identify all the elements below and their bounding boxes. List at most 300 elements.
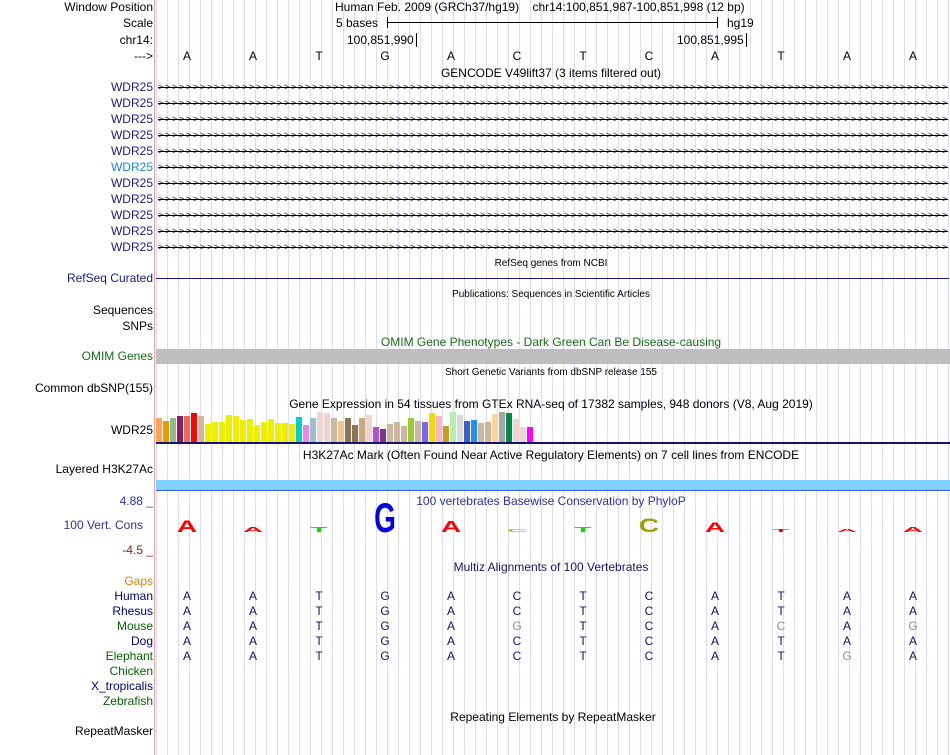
gtex-tissue-bar[interactable]: [527, 427, 533, 442]
strand-arrow-icon: >: [158, 162, 164, 172]
strand-arrow-icon: >: [389, 242, 395, 252]
gtex-tissue-bar[interactable]: [513, 419, 519, 442]
strand-arrow-icon: >: [179, 130, 185, 140]
strand-arrow-icon: >: [263, 178, 269, 188]
strand-arrow-icon: >: [620, 226, 626, 236]
gencode-item-label[interactable]: WDR25: [110, 80, 153, 94]
strand-arrow-icon: >: [802, 210, 808, 220]
scale-db: hg19: [727, 16, 754, 30]
aligned-base: A: [248, 589, 257, 603]
strand-arrow-icon: >: [907, 82, 913, 92]
gtex-tissue-bar[interactable]: [443, 426, 449, 442]
strand-arrow-icon: >: [865, 146, 871, 156]
strand-arrow-icon: >: [893, 194, 899, 204]
gencode-transcript-line[interactable]: [158, 130, 948, 140]
aligned-base: T: [579, 619, 587, 633]
gtex-tissue-bar[interactable]: [268, 419, 274, 442]
strand-arrow-icon: >: [788, 98, 794, 108]
gtex-tissue-bar[interactable]: [331, 418, 337, 442]
strand-arrow-icon: >: [375, 82, 381, 92]
strand-arrow-icon: >: [795, 130, 801, 140]
strand-arrow-icon: >: [382, 178, 388, 188]
gtex-tissue-bar[interactable]: [436, 416, 442, 442]
phylop-title[interactable]: 100 vertebrates Basewise Conservation by PhyloP: [416, 494, 686, 508]
strand-arrow-icon: >: [942, 146, 948, 156]
sequences-label[interactable]: Sequences: [92, 303, 153, 317]
strand-arrow-icon: >: [683, 242, 689, 252]
gtex-tissue-bar[interactable]: [205, 424, 211, 442]
strand-arrow-icon: >: [620, 146, 626, 156]
strand-arrow-icon: >: [326, 146, 332, 156]
strand-arrow-icon: >: [228, 146, 234, 156]
strand-arrow-icon: >: [333, 242, 339, 252]
strand-arrow-icon: >: [823, 210, 829, 220]
gtex-tissue-bar[interactable]: [471, 420, 477, 442]
strand-arrow-icon: >: [550, 178, 556, 188]
refseq-label[interactable]: RefSeq Curated: [66, 271, 153, 285]
gtex-tissue-bar[interactable]: [275, 423, 281, 442]
strand-arrow-icon: >: [403, 162, 409, 172]
aligned-base: C: [776, 619, 786, 633]
strand-arrow-icon: >: [690, 210, 696, 220]
strand-arrow-icon: >: [865, 178, 871, 188]
strand-arrow-icon: >: [543, 114, 549, 124]
strand-arrow-icon: >: [270, 210, 276, 220]
reference-base: C: [512, 49, 522, 63]
gencode-transcript-line[interactable]: [158, 194, 948, 204]
gtex-label[interactable]: WDR25: [110, 423, 153, 437]
strand-arrow-icon: >: [613, 210, 619, 220]
strand-arrow-icon: >: [578, 162, 584, 172]
gtex-tissue-bar[interactable]: [289, 424, 295, 442]
strand-arrow-icon: >: [914, 114, 920, 124]
strand-arrow-icon: >: [207, 130, 213, 140]
strand-arrow-icon: >: [823, 130, 829, 140]
strand-arrow-icon: >: [711, 242, 717, 252]
strand-arrow-icon: >: [872, 162, 878, 172]
gtex-tissue-bar[interactable]: [485, 422, 491, 442]
strand-arrow-icon: >: [214, 194, 220, 204]
species-label[interactable]: Mouse: [116, 619, 153, 633]
strand-arrow-icon: >: [417, 130, 423, 140]
gencode-item-label[interactable]: WDR25: [110, 160, 153, 174]
gtex-tissue-bar[interactable]: [415, 421, 421, 442]
strand-arrow-icon: >: [865, 130, 871, 140]
strand-arrow-icon: >: [193, 242, 199, 252]
strand-arrow-icon: >: [298, 242, 304, 252]
strand-arrow-icon: >: [585, 242, 591, 252]
strand-arrow-icon: >: [396, 178, 402, 188]
strand-arrow-icon: >: [725, 210, 731, 220]
strand-arrow-icon: >: [242, 146, 248, 156]
strand-arrow-icon: >: [333, 178, 339, 188]
strand-arrow-icon: >: [347, 194, 353, 204]
strand-arrow-icon: >: [557, 146, 563, 156]
gencode-transcript-line[interactable]: [158, 162, 948, 172]
strand-arrow-icon: >: [872, 242, 878, 252]
strand-arrow-icon: >: [158, 194, 164, 204]
gtex-tissue-bar[interactable]: [422, 422, 428, 442]
strand-arrow-icon: >: [361, 178, 367, 188]
strand-arrow-icon: >: [291, 98, 297, 108]
gtex-tissue-bar[interactable]: [324, 413, 330, 442]
strand-arrow-icon: >: [480, 226, 486, 236]
strand-arrow-icon: >: [641, 130, 647, 140]
strand-arrow-icon: >: [214, 146, 220, 156]
gtex-tissue-bar[interactable]: [191, 413, 197, 442]
strand-arrow-icon: >: [312, 226, 318, 236]
strand-arrow-icon: >: [613, 242, 619, 252]
strand-arrow-icon: >: [298, 114, 304, 124]
gtex-tissue-bar[interactable]: [338, 421, 344, 442]
gtex-tissue-bar[interactable]: [212, 422, 218, 442]
strand-arrow-icon: >: [858, 178, 864, 188]
strand-arrow-icon: >: [886, 130, 892, 140]
strand-arrow-icon: >: [235, 226, 241, 236]
strand-arrow-icon: >: [753, 194, 759, 204]
refseq-title[interactable]: RefSeq genes from NCBI: [494, 258, 608, 269]
scale-label: Scale: [122, 16, 153, 30]
strand-arrow-icon: >: [683, 114, 689, 124]
strand-arrow-icon: >: [221, 162, 227, 172]
gtex-tissue-bar[interactable]: [457, 415, 463, 442]
gtex-tissue-bar[interactable]: [520, 427, 526, 442]
gtex-tissue-bar[interactable]: [184, 416, 190, 442]
strand-arrow-icon: >: [648, 82, 654, 92]
gtex-tissue-bar[interactable]: [373, 427, 379, 442]
gtex-tissue-bar[interactable]: [478, 423, 484, 442]
strand-arrow-icon: >: [921, 146, 927, 156]
h3k27ac-label[interactable]: Layered H3K27Ac: [55, 462, 153, 476]
conservation-letter: A: [440, 518, 462, 536]
gtex-tissue-bar[interactable]: [156, 418, 162, 442]
strand-arrow-icon: >: [879, 130, 885, 140]
strand-arrow-icon: >: [291, 210, 297, 220]
gencode-item-label[interactable]: WDR25: [110, 112, 153, 126]
strand-arrow-icon: >: [753, 82, 759, 92]
strand-arrow-icon: >: [606, 242, 612, 252]
strand-arrow-icon: >: [200, 82, 206, 92]
position-range[interactable]: chr14:100,851,987-100,851,998 (12 bp): [532, 0, 745, 14]
gtex-tissue-bar[interactable]: [310, 418, 316, 442]
strand-arrow-icon: >: [879, 114, 885, 124]
gtex-tissue-bar[interactable]: [345, 418, 351, 442]
strand-arrow-icon: >: [942, 82, 948, 92]
gtex-tissue-bar[interactable]: [177, 416, 183, 442]
strand-arrow-icon: >: [816, 210, 822, 220]
strand-arrow-icon: >: [543, 194, 549, 204]
strand-arrow-icon: >: [823, 82, 829, 92]
gencode-item-label[interactable]: WDR25: [110, 96, 153, 110]
aligned-base: A: [248, 634, 257, 648]
strand-arrow-icon: >: [221, 210, 227, 220]
strand-arrow-icon: >: [158, 226, 164, 236]
aligned-base: A: [182, 604, 191, 618]
strand-arrow-icon: >: [438, 114, 444, 124]
strand-arrow-icon: >: [886, 226, 892, 236]
strand-arrow-icon: >: [641, 226, 647, 236]
strand-arrow-icon: >: [858, 162, 864, 172]
strand-arrow-icon: >: [606, 210, 612, 220]
strand-arrow-icon: >: [809, 98, 815, 108]
gtex-tissue-bar[interactable]: [464, 421, 470, 442]
gtex-tissue-bar[interactable]: [303, 425, 309, 442]
gtex-tissue-bar[interactable]: [261, 422, 267, 442]
strand-arrow-icon: >: [305, 82, 311, 92]
gencode-transcript-line[interactable]: [158, 178, 948, 188]
gtex-tissue-bar[interactable]: [226, 415, 232, 442]
strand-arrow-icon: >: [424, 146, 430, 156]
gencode-transcript-line[interactable]: [158, 210, 948, 220]
strand-arrow-icon: >: [704, 194, 710, 204]
strand-arrow-icon: >: [753, 98, 759, 108]
strand-arrow-icon: >: [270, 162, 276, 172]
strand-arrow-icon: >: [382, 194, 388, 204]
strand-arrow-icon: >: [641, 178, 647, 188]
gtex-tissue-bar[interactable]: [394, 422, 400, 442]
strand-arrow-icon: >: [361, 242, 367, 252]
gtex-tissue-bar[interactable]: [198, 416, 204, 442]
strand-arrow-icon: >: [690, 146, 696, 156]
aligned-base: G: [512, 619, 522, 633]
strand-arrow-icon: >: [564, 98, 570, 108]
omim-title[interactable]: OMIM Gene Phenotypes - Dark Green Can Be Disease-causing: [380, 335, 722, 349]
publications-title[interactable]: Publications: Sequences in Scientific Articles: [452, 289, 650, 300]
strand-arrow-icon: >: [858, 210, 864, 220]
strand-arrow-icon: >: [431, 194, 437, 204]
species-label[interactable]: Human: [114, 589, 153, 603]
strand-arrow-icon: >: [431, 210, 437, 220]
gtex-tissue-bar[interactable]: [170, 418, 176, 442]
strand-arrow-icon: >: [389, 130, 395, 140]
gtex-tissue-bar[interactable]: [366, 415, 372, 442]
strand-arrow-icon: >: [270, 98, 276, 108]
conservation-letter: A: [836, 528, 858, 534]
strand-arrow-icon: >: [830, 162, 836, 172]
gtex-tissue-bar[interactable]: [233, 416, 239, 442]
gencode-transcript-line[interactable]: [158, 242, 948, 252]
species-label[interactable]: Elephant: [105, 649, 153, 663]
gencode-item-label[interactable]: WDR25: [110, 192, 153, 206]
strand-arrow-icon: >: [396, 162, 402, 172]
gencode-item-label[interactable]: WDR25: [110, 128, 153, 142]
strand-arrow-icon: >: [753, 114, 759, 124]
strand-arrow-icon: >: [592, 146, 598, 156]
strand-arrow-icon: >: [858, 130, 864, 140]
gtex-tissue-bar[interactable]: [401, 426, 407, 442]
gtex-tissue-bar[interactable]: [359, 418, 365, 442]
strand-arrow-icon: >: [466, 210, 472, 220]
strand-arrow-icon: >: [550, 98, 556, 108]
strand-arrow-icon: >: [907, 114, 913, 124]
strand-arrow-icon: >: [662, 98, 668, 108]
strand-arrow-icon: >: [606, 114, 612, 124]
strand-arrow-icon: >: [200, 210, 206, 220]
strand-arrow-icon: >: [480, 114, 486, 124]
omim-label[interactable]: OMIM Genes: [81, 349, 153, 363]
gtex-tissue-bar[interactable]: [296, 417, 302, 442]
strand-arrow-icon: >: [704, 178, 710, 188]
strand-arrow-icon: >: [774, 210, 780, 220]
strand-arrow-icon: >: [473, 130, 479, 140]
strand-arrow-icon: >: [830, 226, 836, 236]
gtex-tissue-bar[interactable]: [499, 412, 505, 442]
strand-arrow-icon: >: [676, 178, 682, 188]
gtex-tissue-bar[interactable]: [163, 421, 169, 442]
strand-arrow-icon: >: [305, 130, 311, 140]
strand-arrow-icon: >: [340, 226, 346, 236]
gtex-tissue-bar[interactable]: [254, 425, 260, 442]
strand-arrow-icon: >: [389, 114, 395, 124]
snps-label[interactable]: SNPs: [122, 319, 153, 333]
gencode-transcript-line[interactable]: [158, 98, 948, 108]
gencode-transcript-line[interactable]: [158, 114, 948, 124]
gtex-tissue-bar[interactable]: [492, 414, 498, 442]
gtex-tissue-bar[interactable]: [219, 422, 225, 442]
strand-arrow-icon: >: [270, 146, 276, 156]
strand-arrow-icon: >: [914, 130, 920, 140]
strand-arrow-icon: >: [641, 210, 647, 220]
aligned-base: C: [644, 619, 654, 633]
strand-arrow-icon: >: [333, 130, 339, 140]
strand-arrow-icon: >: [907, 210, 913, 220]
strand-arrow-icon: >: [473, 178, 479, 188]
multiz-title[interactable]: Multiz Alignments of 100 Vertebrates: [453, 560, 649, 574]
gtex-tissue-bar[interactable]: [352, 425, 358, 442]
strand-arrow-icon: >: [718, 162, 724, 172]
strand-arrow-icon: >: [585, 178, 591, 188]
strand-arrow-icon: >: [753, 146, 759, 156]
gtex-tissue-bar[interactable]: [450, 412, 456, 442]
strand-arrow-icon: >: [536, 130, 542, 140]
conservation-letter: A: [704, 519, 726, 536]
strand-arrow-icon: >: [354, 242, 360, 252]
strand-arrow-icon: >: [235, 178, 241, 188]
h3k27ac-title[interactable]: H3K27Ac Mark (Often Found Near Active Regulatory Elements) on 7 cell lines from ENCODE: [302, 448, 800, 462]
strand-arrow-icon: >: [277, 178, 283, 188]
reference-base: T: [579, 49, 587, 63]
strand-arrow-icon: >: [865, 210, 871, 220]
strand-arrow-icon: >: [928, 226, 934, 236]
strand-arrow-icon: >: [256, 210, 262, 220]
repeatmasker-label[interactable]: RepeatMasker: [74, 724, 153, 738]
strand-arrow-icon: >: [256, 98, 262, 108]
strand-arrow-icon: >: [781, 146, 787, 156]
strand-arrow-icon: >: [312, 146, 318, 156]
strand-arrow-icon: >: [536, 226, 542, 236]
strand-arrow-icon: >: [501, 210, 507, 220]
strand-arrow-icon: >: [662, 82, 668, 92]
strand-arrow-icon: >: [242, 194, 248, 204]
strand-arrow-icon: >: [158, 242, 164, 252]
gtex-tissue-bar[interactable]: [240, 420, 246, 442]
strand-arrow-icon: >: [487, 98, 493, 108]
strand-arrow-icon: >: [270, 194, 276, 204]
strand-arrow-icon: >: [760, 210, 766, 220]
gtex-tissue-bar[interactable]: [247, 419, 253, 442]
strand-arrow-icon: >: [781, 210, 787, 220]
strand-arrow-icon: >: [858, 82, 864, 92]
gtex-tissue-bar[interactable]: [506, 413, 512, 442]
strand-arrow-icon: >: [697, 82, 703, 92]
gencode-transcript-line[interactable]: [158, 226, 948, 236]
strand-arrow-icon: >: [214, 114, 220, 124]
strand-arrow-icon: >: [326, 242, 332, 252]
species-label[interactable]: Chicken: [109, 664, 153, 678]
strand-arrow-icon: >: [725, 114, 731, 124]
strand-arrow-icon: >: [634, 98, 640, 108]
gtex-tissue-bar[interactable]: [408, 418, 414, 442]
strand-arrow-icon: >: [158, 82, 164, 92]
gencode-title[interactable]: GENCODE V49lift37 (3 items filtered out): [440, 66, 662, 80]
strand-arrow-icon: >: [494, 194, 500, 204]
strand-arrow-icon: >: [942, 226, 948, 236]
species-label[interactable]: Zebrafish: [102, 694, 153, 708]
gtex-tissue-bar[interactable]: [282, 423, 288, 442]
strand-arrow-icon: >: [515, 130, 521, 140]
species-label[interactable]: Dog: [130, 634, 153, 648]
strand-arrow-icon: >: [312, 130, 318, 140]
strand-arrow-icon: >: [599, 82, 605, 92]
strand-arrow-icon: >: [179, 82, 185, 92]
gtex-title[interactable]: Gene Expression in 54 tissues from GTEx RNA-seq of 17382 samples, 948 donors (V8, Aug 2019): [289, 397, 813, 411]
gencode-item-label[interactable]: WDR25: [110, 176, 153, 190]
gencode-transcript-line[interactable]: [158, 82, 948, 92]
phylop-label[interactable]: 100 Vert. Cons: [63, 518, 143, 532]
species-label[interactable]: X_tropicalis: [90, 679, 153, 693]
gtex-tissue-bar[interactable]: [317, 412, 323, 442]
species-label[interactable]: Rhesus: [112, 604, 153, 618]
conservation-letter: T: [574, 526, 592, 534]
aligned-base: A: [842, 604, 851, 618]
dbsnp-label[interactable]: Common dbSNP(155): [34, 381, 153, 395]
strand-arrow-icon: >: [557, 162, 563, 172]
gencode-item-label[interactable]: WDR25: [110, 240, 153, 254]
strand-arrow-icon: >: [683, 194, 689, 204]
gencode-item-label[interactable]: WDR25: [110, 224, 153, 238]
gtex-tissue-bar[interactable]: [380, 429, 386, 442]
gencode-item-label[interactable]: WDR25: [110, 208, 153, 222]
strand-arrow-icon: >: [445, 226, 451, 236]
gtex-tissue-bar[interactable]: [429, 413, 435, 442]
strand-arrow-icon: >: [277, 130, 283, 140]
gencode-item-label[interactable]: WDR25: [110, 144, 153, 158]
strand-arrow-icon: >: [697, 146, 703, 156]
strand-arrow-icon: >: [368, 98, 374, 108]
strand-arrow-icon: >: [270, 130, 276, 140]
strand-arrow-icon: >: [893, 82, 899, 92]
repeatmasker-title[interactable]: Repeating Elements by RepeatMasker: [450, 710, 656, 724]
strand-arrow-icon: >: [466, 114, 472, 124]
dbsnp-title[interactable]: Short Genetic Variants from dbSNP release 155: [445, 367, 657, 378]
strand-arrow-icon: >: [396, 226, 402, 236]
strand-arrow-icon: >: [935, 178, 941, 188]
strand-arrow-icon: >: [704, 226, 710, 236]
strand-arrow-icon: >: [522, 98, 528, 108]
gencode-transcript-line[interactable]: [158, 146, 948, 156]
strand-arrow-icon: >: [536, 162, 542, 172]
strand-arrow-icon: >: [396, 210, 402, 220]
strand-arrow-icon: >: [326, 162, 332, 172]
strand-arrow-icon: >: [291, 194, 297, 204]
strand-arrow-icon: >: [788, 146, 794, 156]
gtex-tissue-bar[interactable]: [387, 424, 393, 442]
strand-arrow-icon: >: [186, 162, 192, 172]
strand-arrow-icon: >: [284, 162, 290, 172]
strand-arrow-icon: >: [466, 130, 472, 140]
strand-arrow-icon: >: [879, 226, 885, 236]
strand-arrow-icon: >: [837, 114, 843, 124]
